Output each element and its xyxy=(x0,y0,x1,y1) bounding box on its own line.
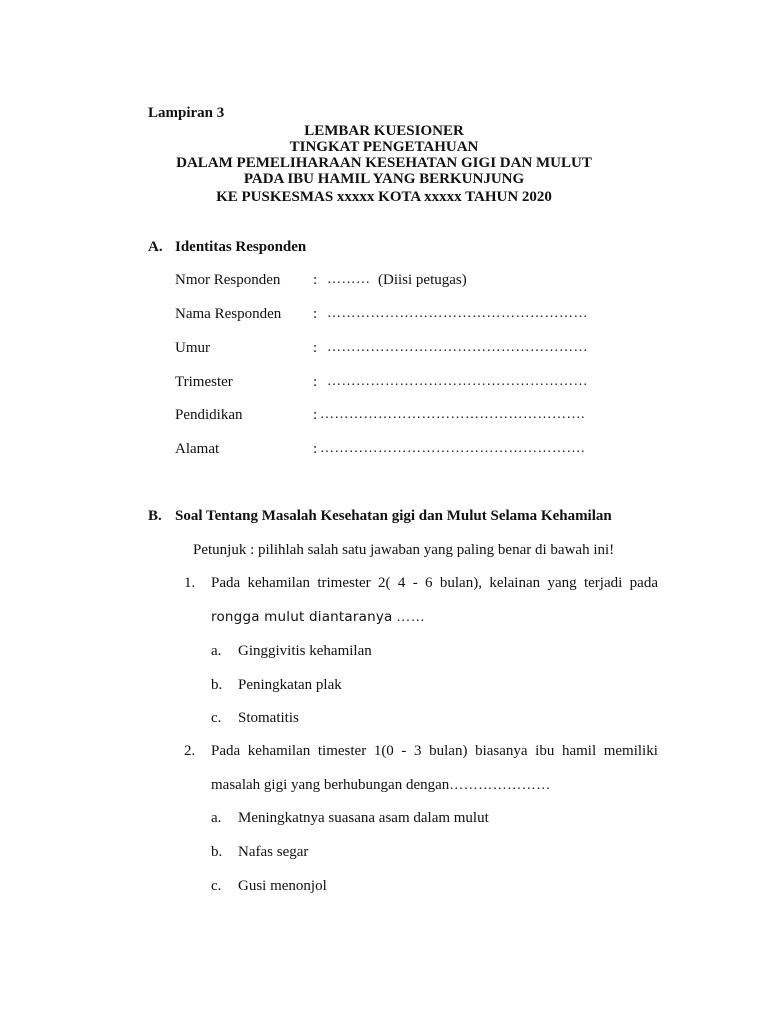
word: bulan), xyxy=(439,575,482,591)
field-value-trimester: ……………………………………………… xyxy=(327,374,588,389)
field-label-nomor: Nmor Responden xyxy=(175,272,281,288)
instruction-text: Petunjuk : pilihlah salah satu jawaban yang paling benar di bawah ini! xyxy=(193,542,615,558)
option-text: Stomatitis xyxy=(238,710,299,726)
word: 1(0 xyxy=(373,743,394,759)
question-1-line-1 xyxy=(211,574,658,592)
option-text: Nafas segar xyxy=(238,844,309,860)
option-text: Gusi menonjol xyxy=(238,878,327,894)
title-line-3: DALAM PEMELIHARAAN KESEHATAN GIGI DAN MULUT xyxy=(176,155,592,171)
option-letter: c. xyxy=(211,878,222,894)
word: - xyxy=(401,743,407,759)
word: kelainan xyxy=(489,575,541,591)
field-colon: : xyxy=(313,306,318,322)
word: memiliki xyxy=(603,743,658,759)
field-colon: : xyxy=(313,441,318,457)
field-value-alamat: ………………………………………………. xyxy=(320,441,585,456)
question-2-line-2 xyxy=(211,776,551,795)
title-line-4: PADA IBU HAMIL YANG BERKUNJUNG xyxy=(243,171,525,187)
question-number: 1. xyxy=(184,575,196,591)
section-a-letter: A. xyxy=(148,239,163,255)
word: 2( xyxy=(378,575,391,591)
field-colon: : xyxy=(313,374,318,390)
word: 4 xyxy=(397,575,406,591)
word: bulan) xyxy=(429,743,468,759)
question-text: rongga mulut diantaranya xyxy=(211,609,393,625)
question-2-line-1 xyxy=(211,742,658,760)
word: kehamilan xyxy=(247,575,310,591)
field-label-umur: Umur xyxy=(175,340,210,356)
word: Pada xyxy=(211,575,241,591)
section-b-title: Soal Tentang Masalah Kesehatan gigi dan Mulut Selama Kehamilan xyxy=(175,508,612,524)
option-letter: b. xyxy=(211,677,223,693)
title-line-1: LEMBAR KUESIONER xyxy=(304,123,464,139)
lampiran-label: Lampiran 3 xyxy=(148,105,225,121)
field-label-trimester: Trimester xyxy=(175,374,233,390)
word: 3 xyxy=(414,743,422,759)
section-b-letter: B. xyxy=(148,508,162,524)
field-colon: : xyxy=(313,272,318,288)
field-colon: : xyxy=(313,340,318,356)
title-line-5: KE PUSKESMAS xxxxx KOTA xxxxx TAHUN 2020 xyxy=(216,189,552,205)
word: trimester xyxy=(317,575,371,591)
option-letter: a. xyxy=(211,643,222,659)
word: hamil xyxy=(561,743,597,759)
question-1-line-2 xyxy=(211,608,425,627)
option-letter: a. xyxy=(211,810,222,826)
word: - xyxy=(412,575,418,591)
question-number: 2. xyxy=(184,743,196,759)
field-value-pendidikan: ………………………………………………. xyxy=(320,407,585,422)
field-label-alamat: Alamat xyxy=(175,441,220,457)
word: terjadi xyxy=(583,575,623,591)
answer-dots: …… xyxy=(396,610,426,625)
option-text: Ginggivitis kehamilan xyxy=(238,643,372,659)
field-value-umur: ……………………………………………… xyxy=(327,340,588,355)
field-colon: : xyxy=(313,407,318,423)
word: yang xyxy=(547,575,577,591)
word: kehamilan xyxy=(247,743,311,759)
word: Pada xyxy=(211,743,241,759)
option-text: Meningkatnya suasana asam dalam mulut xyxy=(238,810,489,826)
word: biasanya xyxy=(475,743,528,759)
option-letter: b. xyxy=(211,844,223,860)
word: 6 xyxy=(425,575,433,591)
field-value-nama: ……………………………………………… xyxy=(327,306,588,321)
question-text: masalah gigi yang berhubungan dengan xyxy=(211,777,450,793)
word: pada xyxy=(629,575,658,591)
field-value-nomor: ……… xyxy=(327,272,371,287)
section-a-title: Identitas Responden xyxy=(175,239,307,255)
word: timester xyxy=(317,743,367,759)
field-note-nomor: (Diisi petugas) xyxy=(378,272,467,288)
word: ibu xyxy=(535,743,555,759)
title-line-2: TINGKAT PENGETAHUAN xyxy=(289,139,479,155)
field-label-nama: Nama Responden xyxy=(175,306,282,322)
answer-dots: ………………… xyxy=(449,778,551,793)
field-label-pendidikan: Pendidikan xyxy=(175,407,243,423)
option-letter: c. xyxy=(211,710,222,726)
option-text: Peningkatan plak xyxy=(238,677,342,693)
